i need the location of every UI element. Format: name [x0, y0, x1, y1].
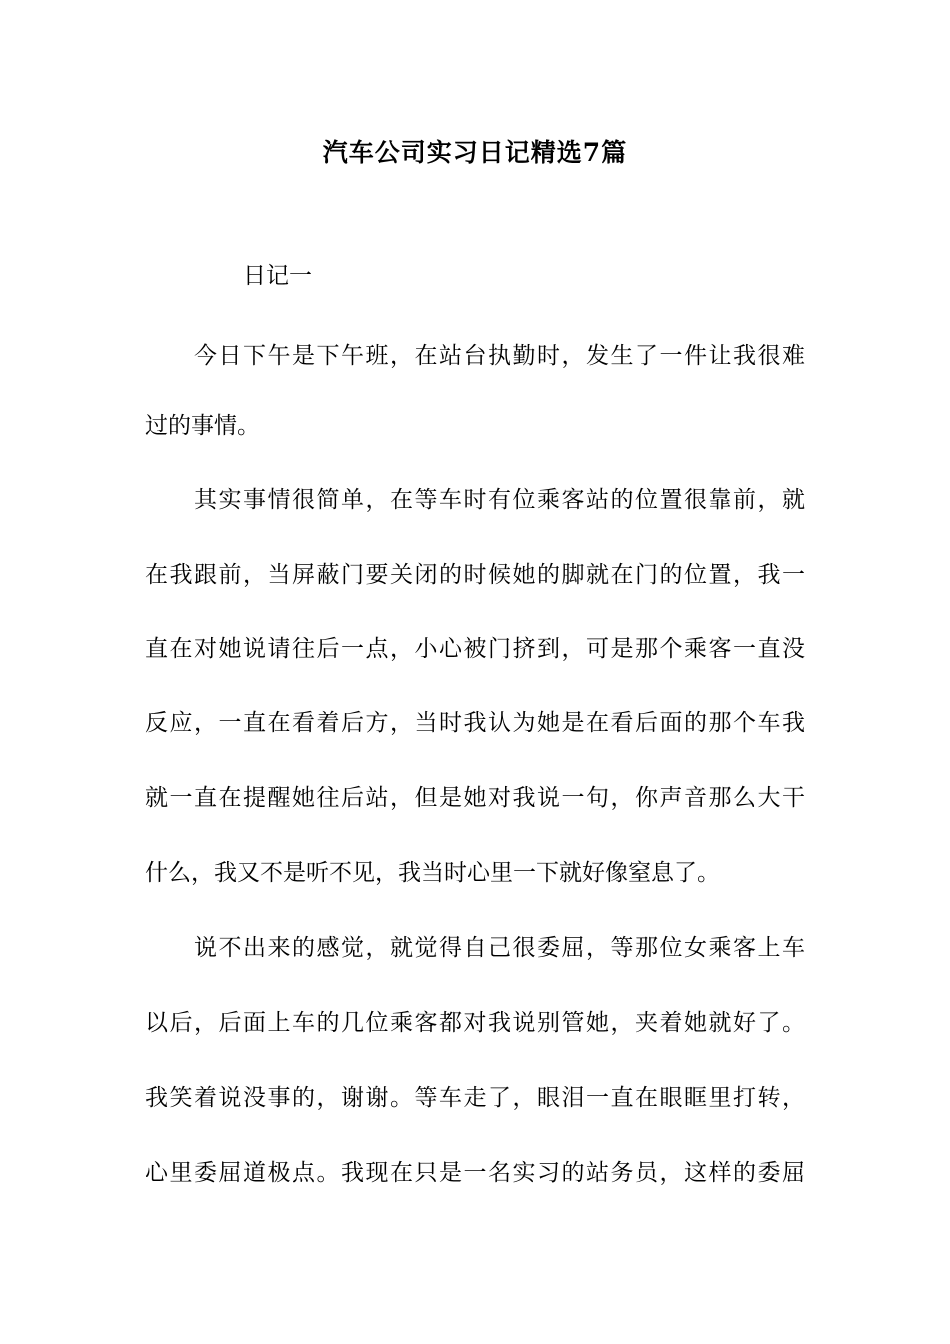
text-line: 就一直在提醒她往后站，但是她对我说一句，你声音那么大干	[145, 785, 805, 811]
text-line: 其实事情很简单，在等车时有位乘客站的位置很靠前，就	[194, 487, 805, 513]
text-line: 我笑着说没事的，谢谢。等车走了，眼泪一直在眼眶里打转，	[145, 1085, 805, 1111]
text-line: 直在对她说请往后一点，小心被门挤到，可是那个乘客一直没	[145, 636, 805, 662]
diary-heading: 日记一	[243, 263, 312, 289]
text-line: 以后，后面上车的几位乘客都对我说别管她，夹着她就好了。	[145, 1010, 805, 1036]
text-line: 心里委屈道极点。我现在只是一名实习的站务员，这样的委屈	[145, 1160, 805, 1186]
text-line: 反应，一直在看着后方，当时我认为她是在看后面的那个车我	[145, 710, 805, 736]
text-line: 什么，我又不是听不见，我当时心里一下就好像窒息了。	[145, 860, 720, 886]
text-line: 说不出来的感觉，就觉得自己很委屈，等那位女乘客上车	[194, 935, 805, 961]
document-title: 汽车公司实习日记精选7篇	[322, 138, 628, 167]
text-line: 过的事情。	[145, 413, 260, 439]
text-line: 今日下午是下午班，在站台执勤时，发生了一件让我很难	[194, 343, 805, 369]
text-line: 在我跟前，当屏蔽门要关闭的时候她的脚就在门的位置，我一	[145, 562, 805, 588]
